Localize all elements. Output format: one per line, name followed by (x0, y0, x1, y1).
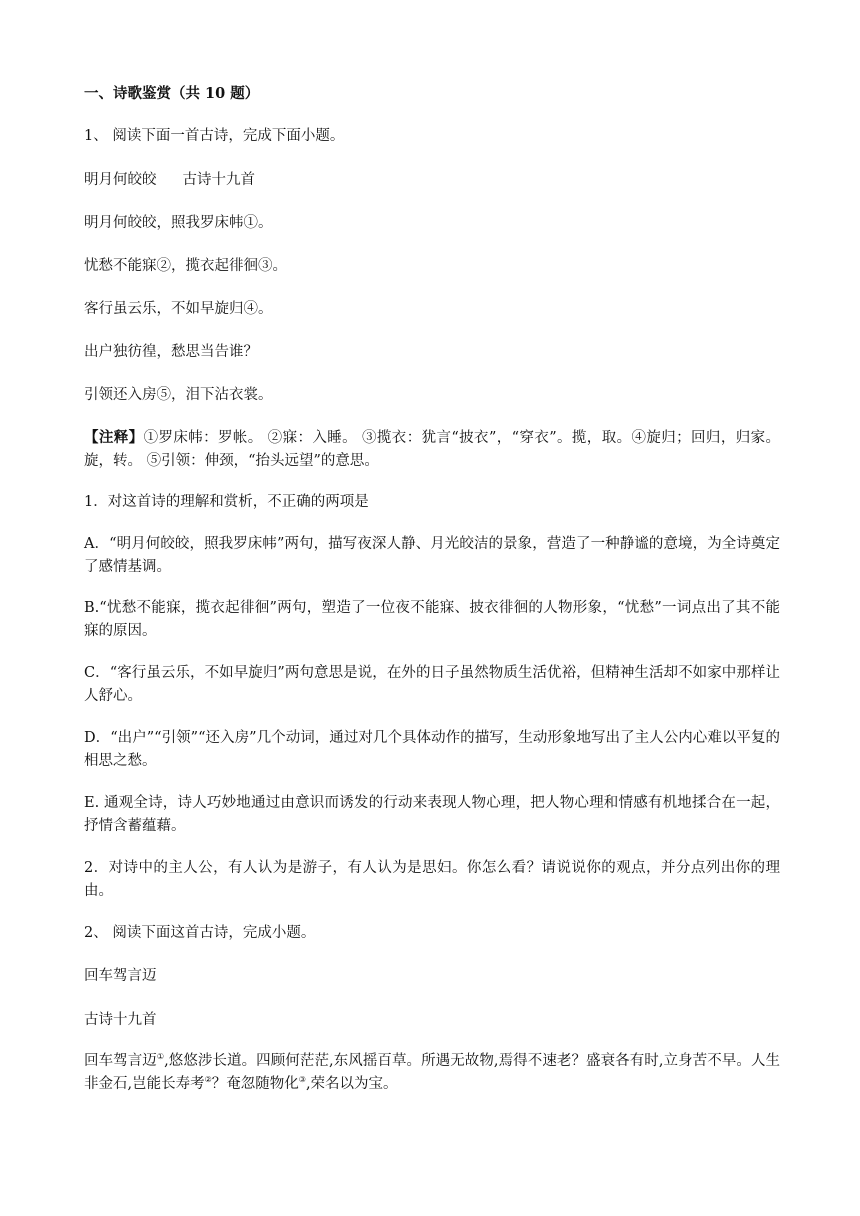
poem-2-text: ,悠悠涉长道。四顾何茫茫,东风摇百草。所遇无故物,焉得不速老？盛衰各有时,立身苦不早。人生非金石,岂能长寿考 (84, 1053, 781, 1092)
poem-1-source: 古诗十九首 (182, 172, 255, 188)
poem-1-line: 引领还入房⑤，泪下沾衣裳。 (84, 387, 273, 403)
option-d: D．“出户”“引领”“还入房”几个动词，通过对几个具体动作的描写，生动形象地写出了主人公内心难以平复的相思之愁。 (84, 730, 780, 769)
poem-2-text: ,荣名以为宝。 (305, 1076, 398, 1092)
option-a: A．“明月何皎皎，照我罗床帏”两句，描写夜深人静、月光皎洁的景象，营造了一种静谧的意境，为全诗奠定了感情基调。 (84, 536, 780, 575)
option-c: C．“客行虽云乐，不如早旋归”两句意思是说，在外的日子虽然物质生活优裕，但精神生活却不如家中那样让人舒心。 (84, 665, 780, 704)
poem-2-source: 古诗十九首 (84, 1012, 157, 1028)
section-title: 一、诗歌鉴赏（共 10 题） (84, 85, 260, 102)
footnote-marker: ② (204, 1075, 212, 1084)
notes-label: 【注释】 (84, 429, 144, 446)
footnote-marker: ① (156, 1052, 165, 1061)
sub-question-2-stem: 2．对诗中的主人公，有人认为是游子，有人认为是思妇。你怎么看？请说说你的观点，并分点列出你的理由。 (84, 860, 780, 899)
question-1-intro: 1、 阅读下面一首古诗，完成下面小题。 (84, 128, 345, 144)
option-e: E. 通观全诗，诗人巧妙地通过由意识而诱发的行动来表现人物心理，把人物心理和情感有机地揉合在一起，抒情含蓄蕴藉。 (84, 795, 780, 834)
notes-text: ①罗床帏：罗帐。 ②寐：入睡。 ③揽衣：犹言“披衣”，“穿衣”。揽，取。④旋归；回归，归家。旋，转。 ⑤引领：伸颈，“抬头远望”的意思。 (84, 430, 780, 469)
poem-2-body (84, 1050, 780, 1096)
poem-1-notes (84, 426, 780, 473)
poem-1-line: 出户独彷徨，愁思当告谁？ (84, 344, 258, 360)
poem-2-title: 回车驾言迈 (84, 968, 157, 984)
poem-1-line: 客行虽云乐，不如早旋归④。 (84, 301, 273, 317)
poem-1-title: 明月何皎皎 (84, 172, 157, 188)
sub-question-1-stem: 1．对这首诗的理解和赏析，不正确的两项是 (84, 494, 369, 510)
question-2-intro: 2、 阅读下面这首古诗，完成小题。 (84, 925, 316, 941)
poem-1-line: 明月何皎皎，照我罗床帏①。 (84, 215, 273, 231)
poem-2-text: 回车驾言迈 (84, 1053, 157, 1069)
poem-1-line: 忧愁不能寐②，揽衣起徘徊③。 (84, 258, 287, 274)
poem-2-text: ？奄忽随物化 (211, 1076, 299, 1092)
poem-1-heading (84, 168, 784, 192)
footnote-marker: ③ (298, 1075, 306, 1084)
option-b: B.“忧愁不能寐，揽衣起徘徊”两句，塑造了一位夜不能寐、披衣徘徊的人物形象，“忧愁”一词点出了其不能寐的原因。 (84, 600, 780, 639)
